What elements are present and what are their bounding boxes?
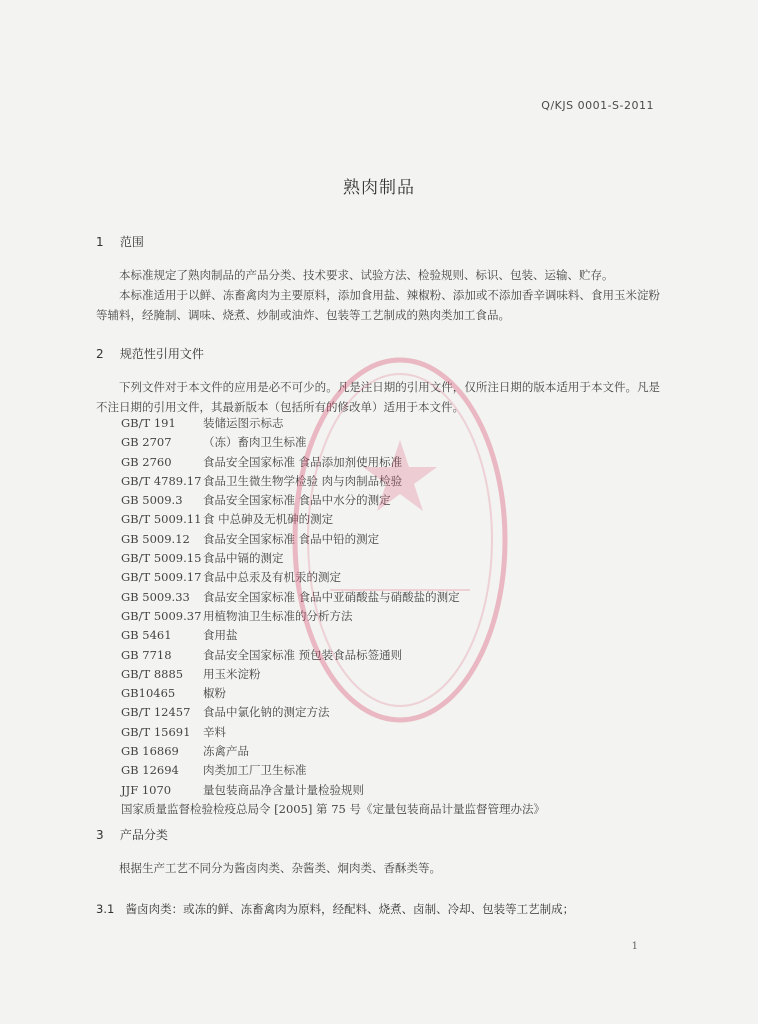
reference-code: GB/T 5009.11	[121, 512, 202, 527]
reference-code: GB/T 191	[121, 416, 176, 430]
reference-code: GB/T 5009.37	[121, 608, 202, 623]
reference-item	[121, 510, 545, 529]
subsection-number: 3.1	[96, 902, 115, 916]
reference-title: 食用盐	[203, 628, 238, 643]
reference-code: GB/T 15691	[121, 724, 191, 739]
reference-title: 椒粉	[203, 686, 226, 701]
reference-item	[121, 588, 545, 607]
reference-item	[121, 723, 545, 742]
reference-item	[121, 646, 545, 665]
reference-item	[121, 549, 545, 568]
reference-title: 量包装商品净含量计量检验规则	[203, 782, 364, 797]
reference-title: （冻）畜肉卫生标准	[203, 435, 307, 450]
reference-item	[121, 800, 545, 819]
reference-title: 辛料	[203, 724, 226, 739]
section-2-heading	[96, 345, 204, 362]
reference-code: GB10465	[121, 686, 176, 701]
reference-item	[121, 781, 545, 800]
reference-title: 肉类加工厂卫生标准	[203, 763, 307, 778]
reference-title: 用植物油卫生标准的分析方法	[203, 608, 353, 623]
document-title: 熟肉制品	[343, 178, 415, 198]
reference-item	[121, 568, 545, 587]
reference-title: 国家质量监督检验检疫总局令 [2005] 第 75 号《定量包装商品计量监督管理办法》	[121, 801, 545, 816]
page-number: 1	[631, 941, 638, 952]
reference-code: GB 2707	[121, 435, 172, 450]
reference-title: 食品中氯化钠的测定方法	[203, 705, 330, 720]
reference-title: 冻禽产品	[203, 744, 249, 759]
reference-title: 用玉米淀粉	[203, 666, 261, 681]
reference-code: GB/T 8885	[121, 666, 184, 681]
reference-code: GB/T 5009.17	[121, 570, 202, 585]
reference-code: GB 5009.12	[121, 531, 190, 546]
reference-item	[121, 626, 545, 645]
reference-code: GB 12694	[121, 763, 179, 778]
reference-title: 食品安全国家标准 预包装食品标签通则	[203, 647, 403, 662]
classification-paragraph: 根据生产工艺不同分为酱卤肉类、杂酱类、炯肉类、香酥类等。	[119, 861, 441, 875]
reference-item	[121, 607, 545, 626]
reference-item	[121, 472, 545, 491]
reference-title: 食品安全国家标准 食品中水分的测定	[203, 493, 391, 508]
reference-title: 食品中总汞及有机汞的测定	[203, 570, 341, 585]
section-title: 产品分类	[119, 828, 168, 842]
section-1-heading	[96, 233, 144, 250]
scope-paragraph-1: 本标准规定了熟肉制品的产品分类、技术要求、试验方法、检验规则、标识、包装、运输、贮存。	[119, 268, 614, 282]
section-number: 3	[96, 828, 104, 842]
reference-code: GB 7718	[121, 647, 172, 662]
reference-item	[121, 684, 545, 703]
reference-code: GB 5461	[121, 628, 172, 643]
reference-item	[121, 761, 545, 780]
section-title: 范围	[119, 235, 144, 249]
scope-paragraph-2: 本标准适用于以鲜、冻畜禽肉为主要原料，添加食用盐、辣椒粉、添加或不添加香辛调味料、食用玉米淀粉等辅料，经腌制、调味、烧煮、炒制或油炸、包装等工艺制成的熟肉类加工食品。	[96, 288, 660, 322]
reference-title: 食品安全国家标准 食品中铅的测定	[203, 531, 380, 546]
reference-item	[121, 433, 545, 452]
section-number: 1	[96, 235, 104, 249]
subsection-text: 酱卤肉类：或冻的鲜、冻畜禽肉为原料，经配料、烧煮、卤制、冷却、包装等工艺制成；	[125, 902, 575, 916]
subsection-3-1	[96, 901, 574, 917]
section-number: 2	[96, 347, 104, 361]
reference-title: 食品卫生微生物学检验 肉与肉制品检验	[203, 473, 403, 488]
reference-code: GB/T 12457	[121, 705, 191, 720]
reference-title: 食 中总砷及无机砷的测定	[203, 512, 334, 527]
section-title: 规范性引用文件	[119, 347, 204, 361]
reference-item	[121, 453, 545, 472]
document-code: Q/KJS 0001-S-2011	[541, 99, 654, 112]
reference-item	[121, 665, 545, 684]
reference-code: GB 5009.3	[121, 493, 183, 508]
reference-list	[121, 414, 545, 819]
reference-code: GB/T 4789.17	[121, 473, 202, 488]
reference-item	[121, 414, 545, 433]
reference-item	[121, 703, 545, 722]
reference-title: 食品中镉的测定	[203, 551, 284, 566]
reference-code: GB 5009.33	[121, 589, 190, 604]
reference-title: 食品安全国家标准 食品中亚硝酸盐与硝酸盐的测定	[203, 589, 460, 604]
reference-title: 食品安全国家标准 食品添加剂使用标准	[203, 454, 403, 469]
reference-code: GB/T 5009.15	[121, 551, 202, 566]
reference-code: JJF 1070	[121, 782, 172, 797]
reference-title: 装储运图示标志	[203, 416, 284, 430]
reference-item	[121, 530, 545, 549]
reference-item	[121, 491, 545, 510]
reference-code: GB 2760	[121, 454, 172, 469]
normative-refs-intro: 下列文件对于本文件的应用是必不可少的。凡是注日期的引用文件，仅所注日期的版本适用于本文件。凡是不注日期的引用文件，其最新版本（包括所有的修改单）适用于本文件。	[96, 380, 660, 414]
reference-item	[121, 742, 545, 761]
reference-code: GB 16869	[121, 744, 179, 759]
section-3-heading	[96, 826, 168, 843]
